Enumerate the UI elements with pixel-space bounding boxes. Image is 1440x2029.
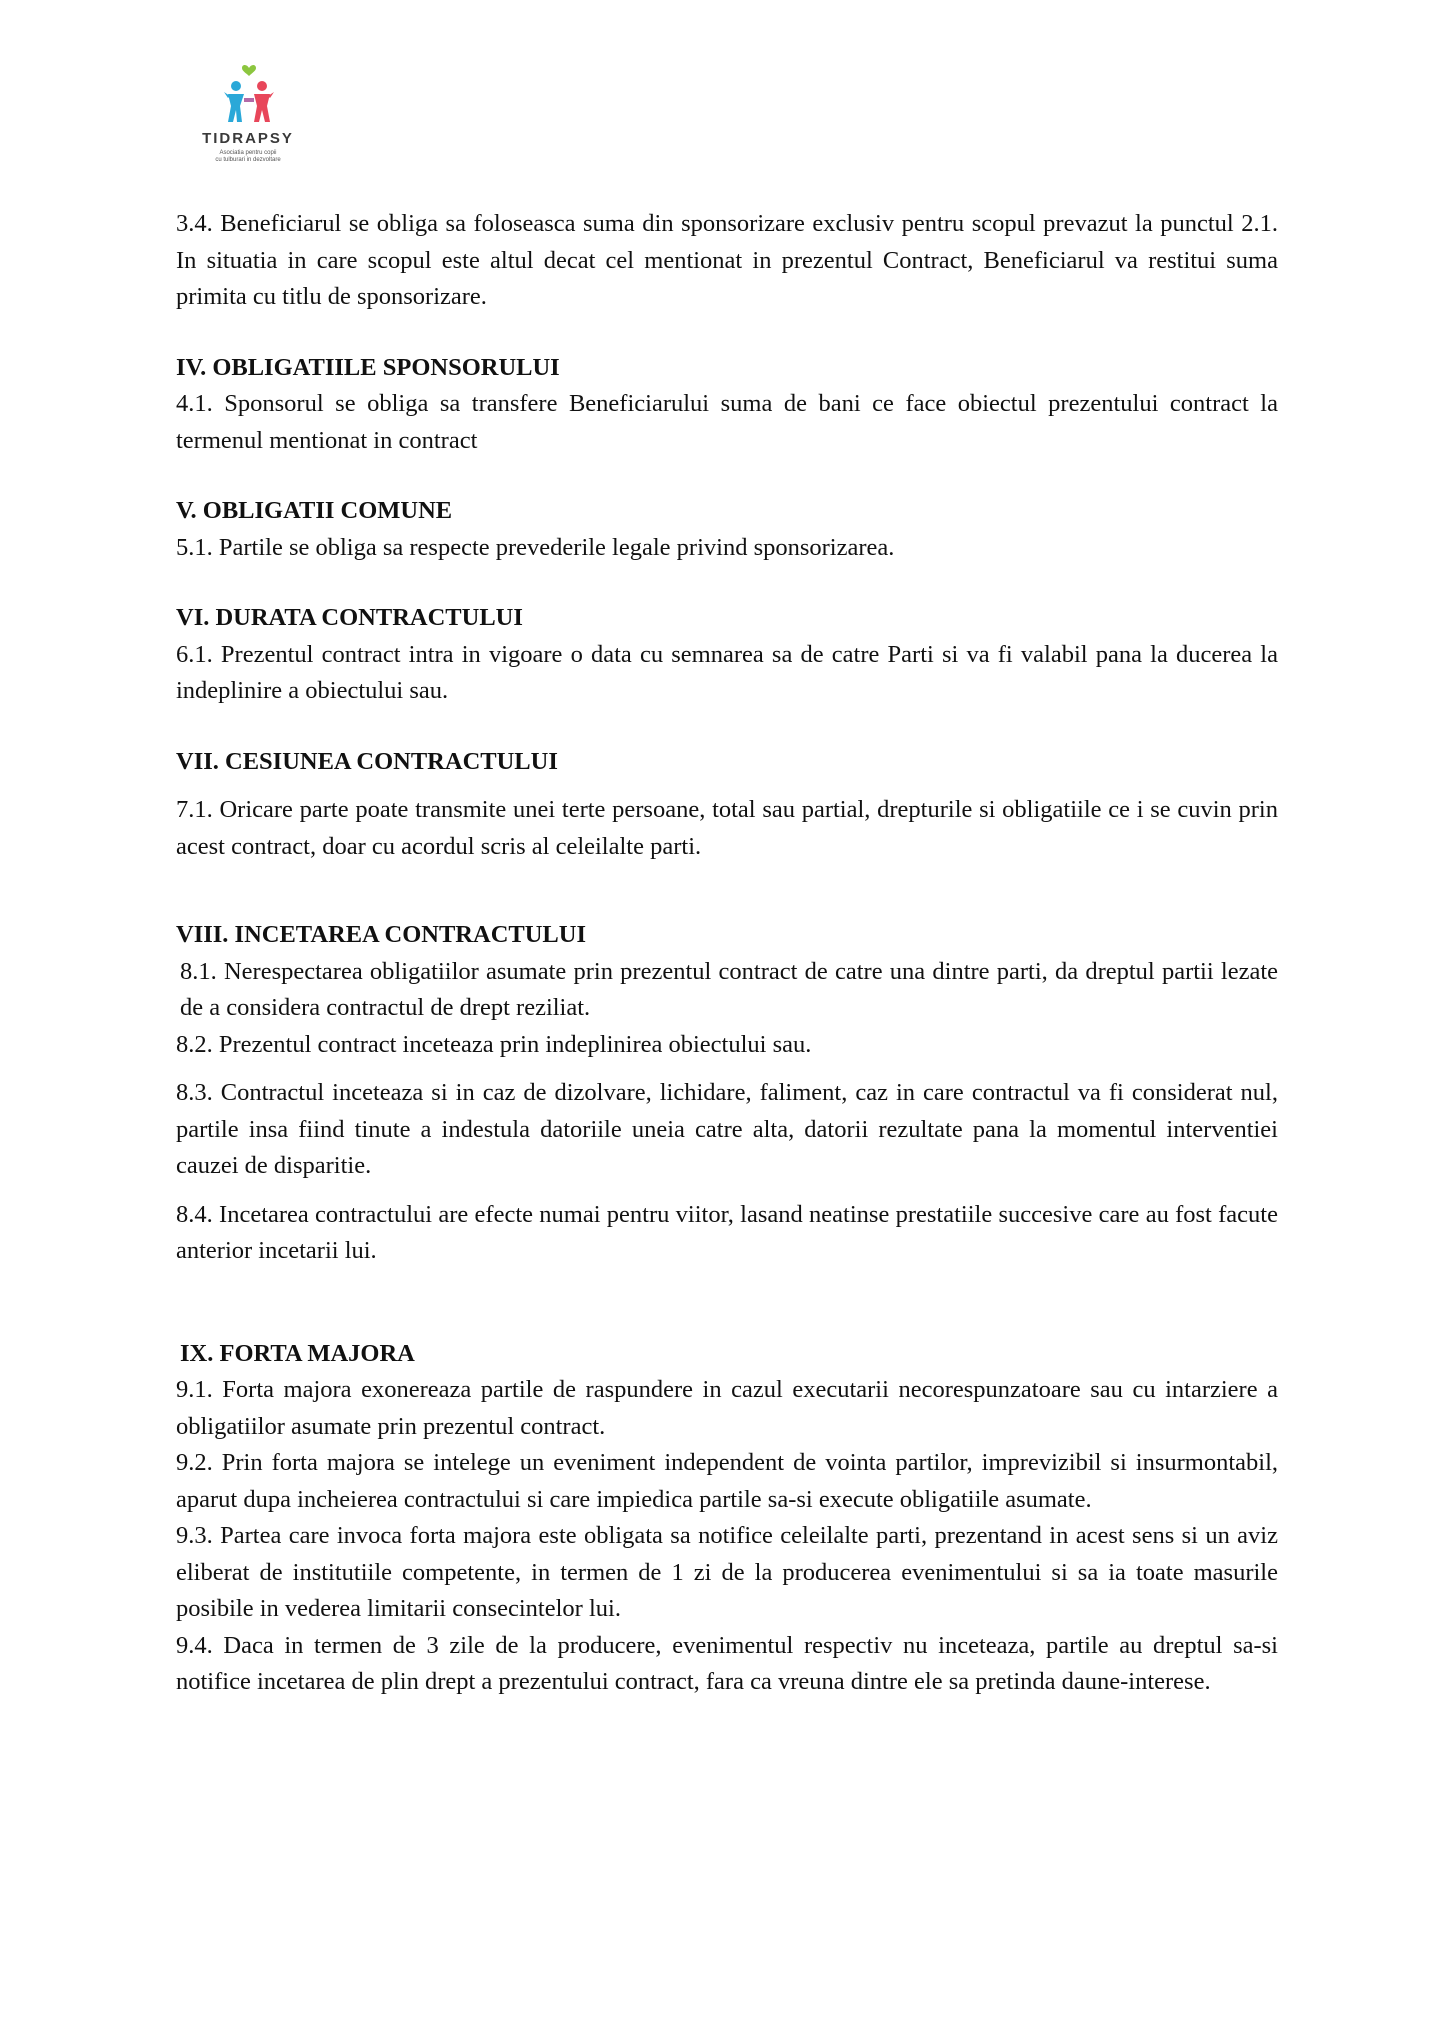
section-title-viii: VIII. INCETAREA CONTRACTULUI xyxy=(176,921,586,948)
clause-9-3: 9.3. Partea care invoca forta majora este obligata sa notifice celeilalte parti, prezentand in acest sens si un aviz eliberat de institutiile competente, in termen de 1 zi de la producerea evenimentului si sa ia toate masurile posibile in vederea limitarii consecintelor lui. xyxy=(176,1522,1278,1622)
contract-body xyxy=(176,206,1278,1701)
section-title-ix: IX. FORTA MAJORA xyxy=(180,1339,415,1367)
clause-3-4: 3.4. Beneficiarul se obliga sa foloseasca suma din sponsorizare exclusiv pentru scopul prevazut la punctul 2.1. In situatia in care scopul este altul decat cel mentionat in prezentul Contract, Beneficiarul va restitui suma primita cu titlu de sponsorizare. xyxy=(176,210,1278,310)
clause-8-3: 8.3. Contractul inceteaza si in caz de dizolvare, lichidare, faliment, caz in care contractul va fi considerat nul, partile insa fiind tinute a indestula datoriile uneia catre alta, datorii rezultate pana la momentul interventiei cauzei de disparitie. xyxy=(176,1079,1278,1179)
clause-5-1: 5.1. Partile se obliga sa respecte prevederile legale privind sponsorizarea. xyxy=(176,533,895,561)
clause-7-1: 7.1. Oricare parte poate transmite unei terte persoane, total sau partial, drepturile si obligatiile ce i se cuvin prin acest contract, doar cu acordul scris al celeilalte parti. xyxy=(176,796,1278,860)
clause-4-1: 4.1. Sponsorul se obliga sa transfere Beneficiarului suma de bani ce face obiectul prezentului contract la termenul mentionat in contract xyxy=(176,390,1278,454)
logo-name: TIDRAPSY xyxy=(202,130,294,147)
clause-9-1: 9.1. Forta majora exonereaza partile de raspundere in cazul executarii necorespunzatoare sau cu intarziere a obligatiilor asumate prin prezentul contract. xyxy=(176,1376,1278,1440)
logo-tagline: Asociatia pentru copii cu tulburari in dezvoltare xyxy=(215,150,281,163)
clause-6-1: 6.1. Prezentul contract intra in vigoare o data cu semnarea sa de catre Parti si va fi valabil pana la ducerea la indeplinire a obiectului sau. xyxy=(176,640,1278,704)
section-title-vii: VII. CESIUNEA CONTRACTULUI xyxy=(176,747,558,775)
section-title-iv: IV. OBLIGATIILE SPONSORULUI xyxy=(176,353,560,381)
section-title-v: V. OBLIGATII COMUNE xyxy=(176,497,453,524)
section-title-vi: VI. DURATA CONTRACTULUI xyxy=(176,604,523,631)
family-heart-icon xyxy=(216,58,282,128)
organization-logo xyxy=(192,58,312,170)
clause-8-1: 8.1. Nerespectarea obligatiilor asumate prin prezentul contract de catre una dintre parti, da dreptul partii lezate de a considera contractul de drept reziliat. xyxy=(180,957,1278,1021)
clause-8-2: 8.2. Prezentul contract inceteaza prin indeplinirea obiectului sau. xyxy=(176,1030,812,1058)
clause-9-2: 9.2. Prin forta majora se intelege un eveniment independent de vointa partilor, imprevizibil si insurmontabil, aparut dupa incheierea contractului si care impiedica partile sa-si execute obligatiile asumate. xyxy=(176,1449,1278,1513)
clause-8-4: 8.4. Incetarea contractului are efecte numai pentru viitor, lasand neatinse prestatiile succesive care au fost facute anterior incetarii lui. xyxy=(176,1200,1278,1264)
clause-9-4: 9.4. Daca in termen de 3 zile de la producere, evenimentul respectiv nu inceteaza, partile au dreptul sa-si notifice incetarea de plin drept a prezentului contract, fara ca vreuna dintre ele sa pretinda daune-interese. xyxy=(176,1631,1278,1695)
